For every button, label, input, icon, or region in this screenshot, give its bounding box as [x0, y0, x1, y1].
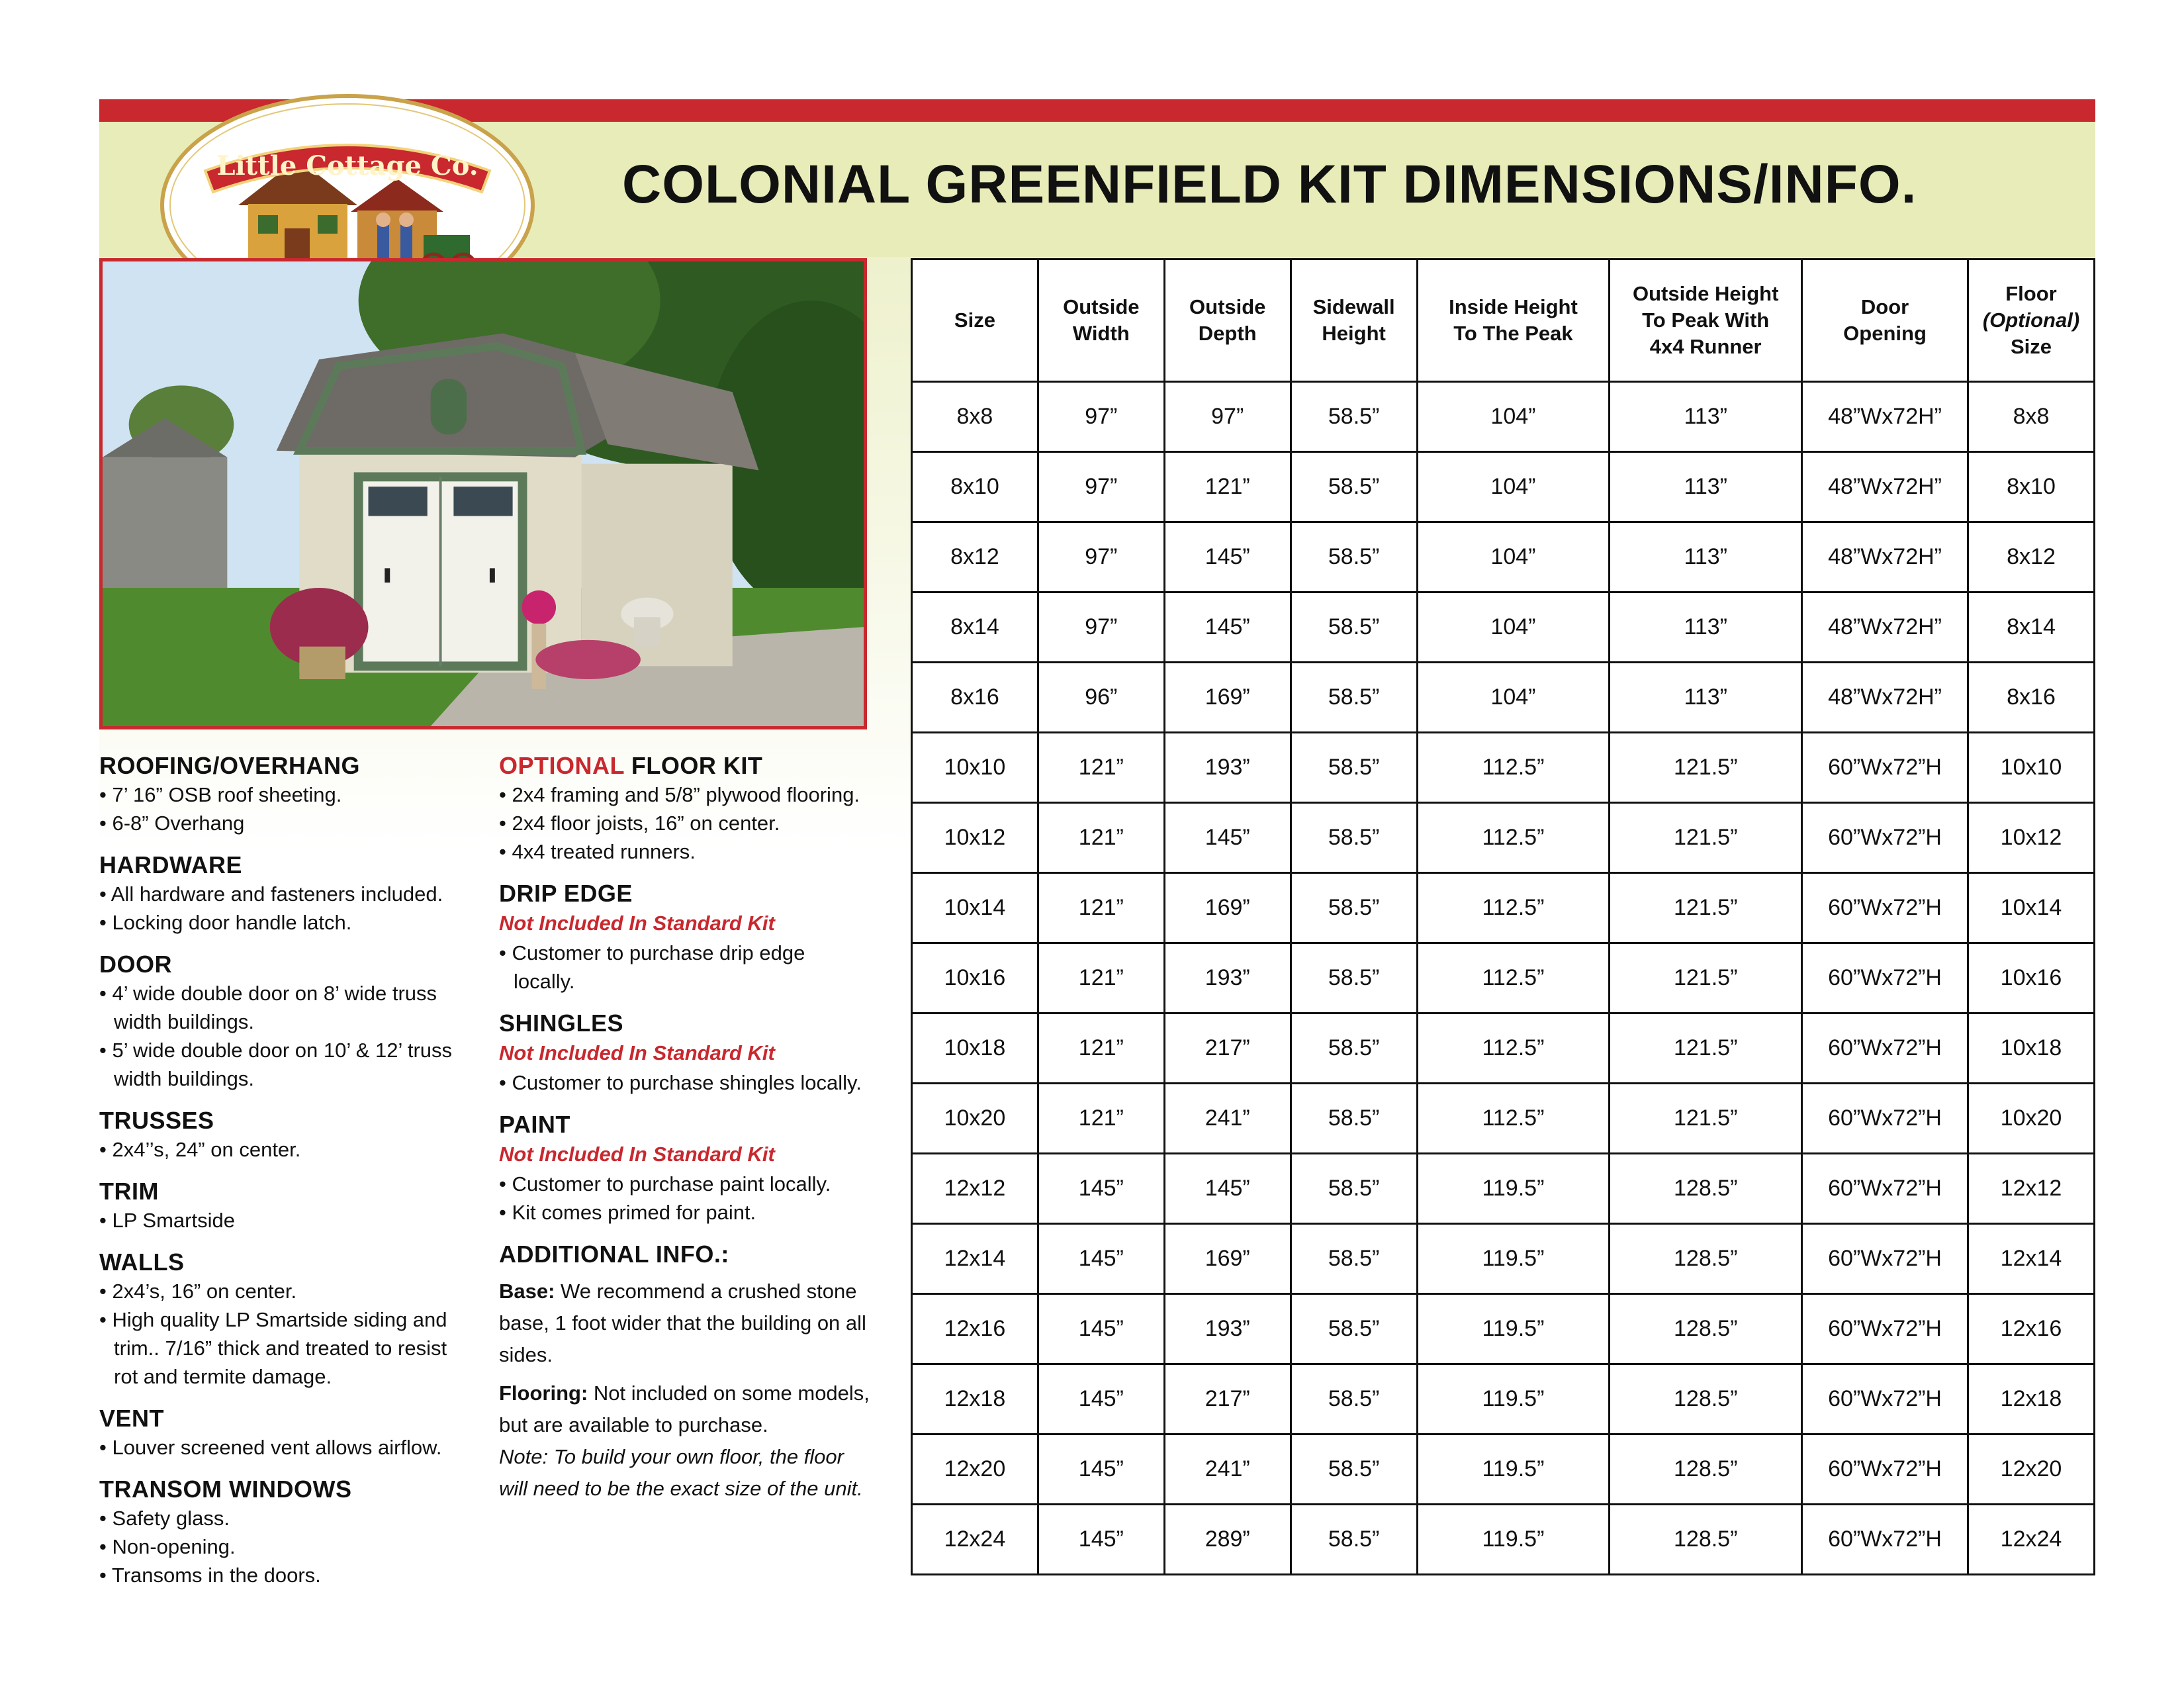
table-cell: 58.5”: [1291, 1154, 1417, 1224]
table-cell: 104”: [1417, 663, 1610, 733]
table-cell: 58.5”: [1291, 1013, 1417, 1084]
table-cell: 121”: [1038, 733, 1164, 803]
table-cell: 97”: [1038, 382, 1164, 452]
table-row: [912, 1364, 2095, 1434]
table-cell: 241”: [1164, 1434, 1291, 1505]
table-cell: 113”: [1610, 382, 1802, 452]
table-cell: 48”Wx72H”: [1802, 522, 1968, 592]
table-header-row: [912, 259, 2095, 382]
table-cell: 104”: [1417, 592, 1610, 663]
trusses-item: • 2x4’’s, 24” on center.: [99, 1138, 301, 1161]
hardware-item: • All hardware and fasteners included.: [99, 882, 443, 906]
table-cell: 169”: [1164, 873, 1291, 943]
table-cell: 12x12: [912, 1154, 1038, 1224]
table-cell: 121”: [1164, 452, 1291, 522]
table-row: [912, 1013, 2095, 1084]
table-cell: 8x12: [912, 522, 1038, 592]
header-door-opening: Door Opening: [1802, 259, 1968, 382]
table-cell: 119.5”: [1417, 1505, 1610, 1575]
table-cell: 12x24: [912, 1505, 1038, 1575]
walls-heading: WALLS: [99, 1248, 185, 1276]
flooring-paragraph: [499, 1378, 870, 1505]
table-cell: 60”Wx72”H: [1802, 1224, 1968, 1294]
table-cell: 121.5”: [1610, 873, 1802, 943]
flooring-note: Note: To build your own floor, the floor will need to be the exact size of the unit.: [499, 1445, 863, 1500]
table-cell: 60”Wx72”H: [1802, 943, 1968, 1013]
table-cell: 58.5”: [1291, 382, 1417, 452]
transom-section: [99, 1475, 470, 1589]
table-cell: 241”: [1164, 1084, 1291, 1154]
not-included-note: Not Included In Standard Kit: [499, 912, 775, 935]
table-cell: 193”: [1164, 1294, 1291, 1364]
paint-item: • Kit comes primed for paint.: [499, 1201, 756, 1224]
table-cell: 10x20: [1968, 1084, 2094, 1154]
base-paragraph: [499, 1276, 870, 1371]
drip-edge-section: [499, 879, 870, 996]
page-title: COLONIAL GREENFIELD KIT DIMENSIONS/INFO.: [622, 154, 1917, 214]
table-cell: 128.5”: [1610, 1505, 1802, 1575]
header-outside-depth: Outside Depth: [1164, 259, 1291, 382]
table-cell: 12x16: [912, 1294, 1038, 1364]
table-cell: 48”Wx72H”: [1802, 382, 1968, 452]
hardware-heading: HARDWARE: [99, 851, 242, 878]
header-size: Size: [912, 259, 1038, 382]
table-cell: 112.5”: [1417, 873, 1610, 943]
table-cell: 10x14: [912, 873, 1038, 943]
table-cell: 104”: [1417, 382, 1610, 452]
table-row: [912, 382, 2095, 452]
base-label: Base:: [499, 1280, 555, 1303]
table-cell: 128.5”: [1610, 1154, 1802, 1224]
table-cell: 112.5”: [1417, 943, 1610, 1013]
floor-kit-item: • 2x4 framing and 5/8” plywood flooring.: [499, 783, 860, 806]
floor-kit-section: [499, 751, 870, 866]
table-cell: 193”: [1164, 733, 1291, 803]
walls-item: • High quality LP Smartside siding and trim.. 7/16” thick and treated to resist rot and termite damage.: [99, 1308, 447, 1388]
table-cell: 8x14: [912, 592, 1038, 663]
paint-section: [499, 1110, 870, 1227]
header-floor-size: Floor (Optional) Size: [1968, 259, 2094, 382]
table-cell: 217”: [1164, 1364, 1291, 1434]
table-cell: 12x18: [912, 1364, 1038, 1434]
table-cell: 58.5”: [1291, 873, 1417, 943]
table-cell: 8x10: [1968, 452, 2094, 522]
table-cell: 8x16: [1968, 663, 2094, 733]
table-cell: 112.5”: [1417, 803, 1610, 873]
table-row: [912, 592, 2095, 663]
table-cell: 48”Wx72H”: [1802, 452, 1968, 522]
additional-info-heading: ADDITIONAL INFO.:: [499, 1241, 729, 1268]
table-cell: 12x16: [1968, 1294, 2094, 1364]
transom-heading: TRANSOM WINDOWS: [99, 1476, 352, 1503]
table-row: [912, 452, 2095, 522]
table-cell: 58.5”: [1291, 733, 1417, 803]
trim-heading: TRIM: [99, 1178, 159, 1205]
table-row: [912, 663, 2095, 733]
vent-item: • Louver screened vent allows airflow.: [99, 1436, 442, 1459]
trusses-heading: TRUSSES: [99, 1107, 214, 1134]
table-cell: 58.5”: [1291, 1505, 1417, 1575]
table-cell: 145”: [1038, 1294, 1164, 1364]
walls-item: • 2x4’s, 16” on center.: [99, 1280, 297, 1303]
header-inside-height: Inside Height To The Peak: [1417, 259, 1610, 382]
flooring-label: Flooring:: [499, 1382, 588, 1405]
logo-text: Little Cottage Co.: [216, 150, 478, 181]
table-cell: 145”: [1164, 522, 1291, 592]
floor-kit-item: • 2x4 floor joists, 16” on center.: [499, 812, 780, 835]
table-cell: 145”: [1164, 592, 1291, 663]
table-body: [912, 382, 2095, 1575]
table-cell: 12x24: [1968, 1505, 2094, 1575]
table-cell: 128.5”: [1610, 1224, 1802, 1294]
table-cell: 97”: [1164, 382, 1291, 452]
table-cell: 8x16: [912, 663, 1038, 733]
table-cell: 145”: [1164, 803, 1291, 873]
table-cell: 145”: [1038, 1505, 1164, 1575]
table-row: [912, 733, 2095, 803]
table-cell: 97”: [1038, 592, 1164, 663]
table-row: [912, 1294, 2095, 1364]
table-cell: 121.5”: [1610, 733, 1802, 803]
table-cell: 289”: [1164, 1505, 1291, 1575]
table-row: [912, 803, 2095, 873]
table-row: [912, 1224, 2095, 1294]
table-cell: 12x20: [1968, 1434, 2094, 1505]
vent-section: [99, 1404, 470, 1462]
table-row: [912, 1084, 2095, 1154]
header-outside-width: Outside Width: [1038, 259, 1164, 382]
table-cell: 119.5”: [1417, 1154, 1610, 1224]
table-cell: 104”: [1417, 522, 1610, 592]
table-cell: 10x16: [912, 943, 1038, 1013]
table-cell: 48”Wx72H”: [1802, 663, 1968, 733]
table-cell: 10x12: [912, 803, 1038, 873]
table-cell: 60”Wx72”H: [1802, 873, 1968, 943]
transom-item: • Safety glass.: [99, 1507, 230, 1530]
shed-photo: [99, 258, 867, 729]
shingles-item: • Customer to purchase shingles locally.: [499, 1071, 862, 1094]
trim-item: • LP Smartside: [99, 1209, 235, 1232]
trusses-section: [99, 1106, 470, 1164]
table-cell: 169”: [1164, 663, 1291, 733]
table-cell: 12x14: [1968, 1224, 2094, 1294]
table-cell: 60”Wx72”H: [1802, 1364, 1968, 1434]
table-cell: 12x12: [1968, 1154, 2094, 1224]
table-row: [912, 943, 2095, 1013]
table-cell: 58.5”: [1291, 1364, 1417, 1434]
table-cell: 96”: [1038, 663, 1164, 733]
table-cell: 169”: [1164, 1224, 1291, 1294]
drip-edge-item: • Customer to purchase drip edge locally.: [499, 941, 805, 993]
not-included-note: Not Included In Standard Kit: [499, 1143, 775, 1166]
table-cell: 60”Wx72”H: [1802, 803, 1968, 873]
table-cell: 10x10: [912, 733, 1038, 803]
table-cell: 121”: [1038, 873, 1164, 943]
table-cell: 112.5”: [1417, 733, 1610, 803]
transom-item: • Transoms in the doors.: [99, 1564, 321, 1587]
table-cell: 112.5”: [1417, 1084, 1610, 1154]
table-cell: 193”: [1164, 943, 1291, 1013]
dimensions-table: [911, 258, 2095, 1575]
table-cell: 121”: [1038, 803, 1164, 873]
paint-heading: PAINT: [499, 1111, 570, 1138]
header-outside-height: Outside Height To Peak With 4x4 Runner: [1610, 259, 1802, 382]
table-cell: 58.5”: [1291, 803, 1417, 873]
table-cell: 145”: [1164, 1154, 1291, 1224]
optional-label: OPTIONAL: [499, 752, 625, 779]
left-info-column: [99, 751, 470, 1603]
table-cell: 104”: [1417, 452, 1610, 522]
shingles-section: [499, 1009, 870, 1097]
table-cell: 121.5”: [1610, 943, 1802, 1013]
table-cell: 121.5”: [1610, 1084, 1802, 1154]
transom-item: • Non-opening.: [99, 1535, 236, 1558]
table-cell: 58.5”: [1291, 663, 1417, 733]
table-row: [912, 522, 2095, 592]
roofing-heading: ROOFING/OVERHANG: [99, 752, 361, 779]
table-cell: 145”: [1038, 1224, 1164, 1294]
table-cell: 58.5”: [1291, 1084, 1417, 1154]
table-cell: 145”: [1038, 1434, 1164, 1505]
table-cell: 113”: [1610, 522, 1802, 592]
table-cell: 145”: [1038, 1154, 1164, 1224]
door-section: [99, 950, 470, 1093]
door-item: • 5’ wide double door on 10’ & 12’ truss width buildings.: [99, 1039, 453, 1090]
table-cell: 58.5”: [1291, 522, 1417, 592]
drip-edge-heading: DRIP EDGE: [499, 880, 633, 907]
table-cell: 128.5”: [1610, 1434, 1802, 1505]
table-cell: 121.5”: [1610, 1013, 1802, 1084]
table-cell: 113”: [1610, 663, 1802, 733]
header-sidewall-height: Sidewall Height: [1291, 259, 1417, 382]
table-cell: 8x8: [1968, 382, 2094, 452]
table-row: [912, 1505, 2095, 1575]
table-cell: 121”: [1038, 1084, 1164, 1154]
additional-info-section: [499, 1240, 870, 1505]
table-cell: 58.5”: [1291, 1294, 1417, 1364]
table-cell: 121”: [1038, 1013, 1164, 1084]
table-cell: 60”Wx72”H: [1802, 1154, 1968, 1224]
table-cell: 113”: [1610, 452, 1802, 522]
table-cell: 60”Wx72”H: [1802, 1294, 1968, 1364]
table-row: [912, 1154, 2095, 1224]
floor-kit-item: • 4x4 treated runners.: [499, 840, 696, 863]
table-cell: 121”: [1038, 943, 1164, 1013]
table-cell: 60”Wx72”H: [1802, 1434, 1968, 1505]
flooring-text: Not included on some models, but are available to purchase.: [499, 1382, 870, 1436]
table-cell: 10x20: [912, 1084, 1038, 1154]
table-cell: 128.5”: [1610, 1294, 1802, 1364]
table-cell: 58.5”: [1291, 1224, 1417, 1294]
table-cell: 119.5”: [1417, 1364, 1610, 1434]
table-cell: 58.5”: [1291, 943, 1417, 1013]
table-cell: 145”: [1038, 1364, 1164, 1434]
table-cell: 112.5”: [1417, 1013, 1610, 1084]
table-cell: 128.5”: [1610, 1364, 1802, 1434]
shingles-heading: SHINGLES: [499, 1009, 624, 1037]
table-cell: 8x8: [912, 382, 1038, 452]
table-cell: 119.5”: [1417, 1294, 1610, 1364]
roofing-item: • 7’ 16” OSB roof sheeting.: [99, 783, 342, 806]
table-cell: 58.5”: [1291, 452, 1417, 522]
table-cell: 10x18: [1968, 1013, 2094, 1084]
table-cell: 60”Wx72”H: [1802, 1505, 1968, 1575]
table-cell: 60”Wx72”H: [1802, 1084, 1968, 1154]
table-cell: 60”Wx72”H: [1802, 1013, 1968, 1084]
table-cell: 119.5”: [1417, 1224, 1610, 1294]
table-cell: 10x18: [912, 1013, 1038, 1084]
walls-section: [99, 1248, 470, 1391]
table-cell: 10x16: [1968, 943, 2094, 1013]
table-cell: 8x12: [1968, 522, 2094, 592]
table-cell: 217”: [1164, 1013, 1291, 1084]
floor-kit-label: FLOOR KIT: [624, 752, 763, 779]
table-cell: 10x12: [1968, 803, 2094, 873]
middle-info-column: [499, 751, 870, 1518]
table-cell: 121.5”: [1610, 803, 1802, 873]
paint-item: • Customer to purchase paint locally.: [499, 1172, 831, 1196]
trim-section: [99, 1177, 470, 1235]
table-cell: 8x14: [1968, 592, 2094, 663]
table-cell: 97”: [1038, 522, 1164, 592]
vent-heading: VENT: [99, 1405, 165, 1432]
floor-kit-heading: [499, 751, 870, 780]
hardware-section: [99, 851, 470, 937]
table-cell: 58.5”: [1291, 592, 1417, 663]
table-cell: 12x18: [1968, 1364, 2094, 1434]
table-cell: 12x20: [912, 1434, 1038, 1505]
table-cell: 60”Wx72”H: [1802, 733, 1968, 803]
not-included-note: Not Included In Standard Kit: [499, 1041, 775, 1064]
hardware-item: • Locking door handle latch.: [99, 911, 352, 934]
table-cell: 10x10: [1968, 733, 2094, 803]
table-cell: 119.5”: [1417, 1434, 1610, 1505]
table-cell: 58.5”: [1291, 1434, 1417, 1505]
roofing-section: [99, 751, 470, 837]
table-cell: 12x14: [912, 1224, 1038, 1294]
door-item: • 4’ wide double door on 8’ wide truss width buildings.: [99, 982, 437, 1033]
table-cell: 48”Wx72H”: [1802, 592, 1968, 663]
door-heading: DOOR: [99, 951, 172, 978]
table-cell: 113”: [1610, 592, 1802, 663]
table-row: [912, 873, 2095, 943]
table-row: [912, 1434, 2095, 1505]
roofing-item: • 6-8” Overhang: [99, 812, 245, 835]
base-text: We recommend a crushed stone base, 1 foot wider that the building on all sides.: [499, 1280, 866, 1366]
table-cell: 10x14: [1968, 873, 2094, 943]
table-cell: 8x10: [912, 452, 1038, 522]
table-cell: 97”: [1038, 452, 1164, 522]
